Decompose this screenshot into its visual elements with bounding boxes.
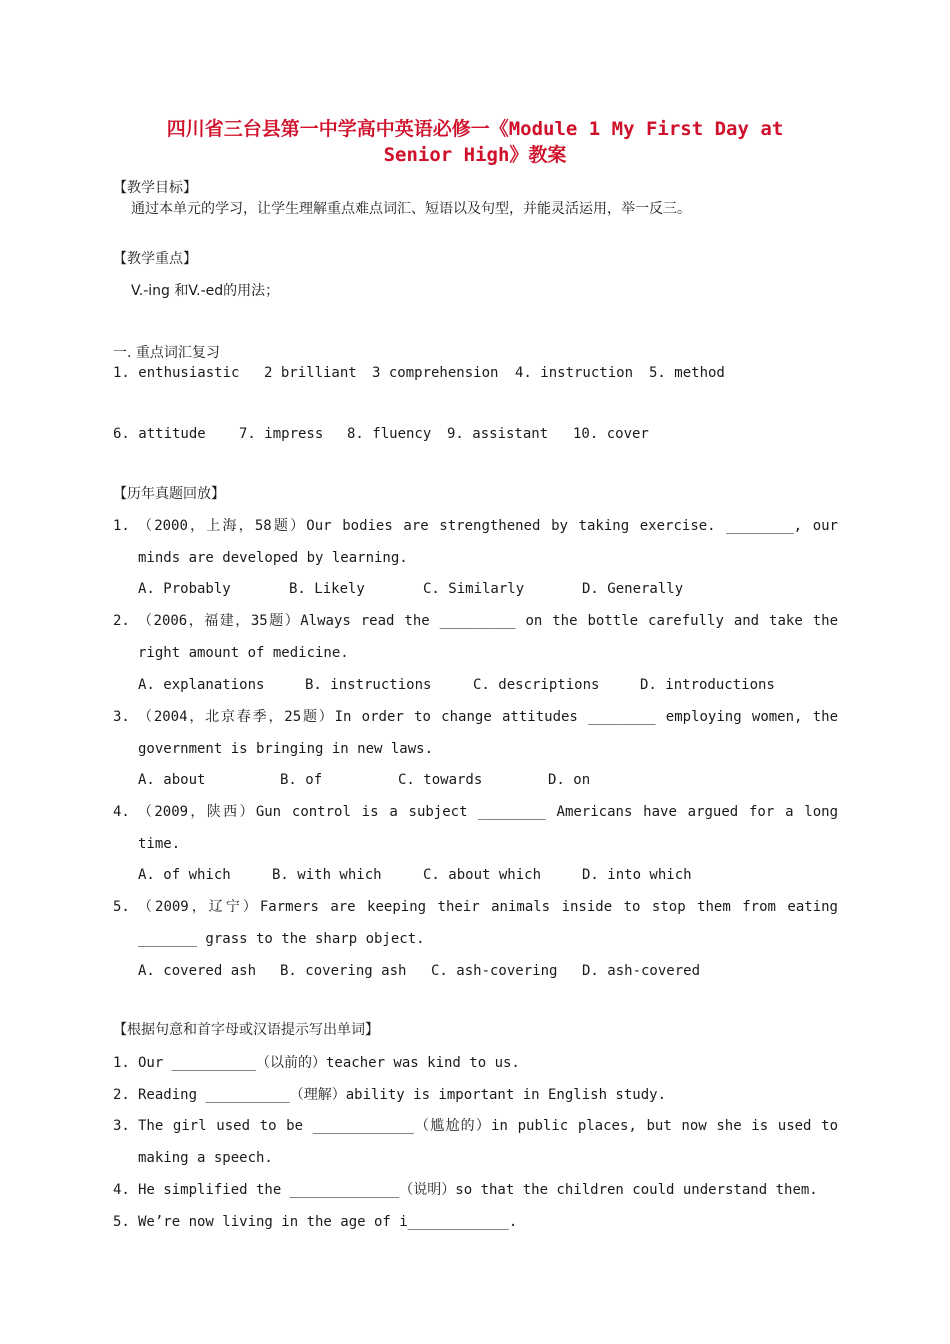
question-text: （2009，辽宁）Farmers are keeping their animals inside to stop them from eating bbox=[138, 899, 838, 915]
option-c: C. towards bbox=[398, 772, 483, 788]
option-b: B. with which bbox=[272, 867, 382, 883]
option-a: A. explanations bbox=[138, 677, 265, 693]
vocab-item: 3 comprehension bbox=[372, 365, 499, 381]
option-b: B. of bbox=[280, 772, 323, 788]
question-text: （2000，上海，58题）Our bodies are strengthened by taking exercise. ________, our bbox=[138, 518, 838, 534]
vocab-item: 1. enthusiastic bbox=[113, 365, 240, 381]
question-text-cont: time. bbox=[138, 836, 181, 852]
vocab-item: 2 brilliant bbox=[264, 365, 357, 381]
document-title-line1: 四川省三台县第一中学高中英语必修一《Module 1 My First Day at bbox=[166, 118, 784, 140]
option-a: A. covered ash bbox=[138, 963, 257, 979]
option-a: A. Probably bbox=[138, 581, 231, 597]
item-text: The girl used to be ____________（尴尬的）in public places, but now she is used to bbox=[138, 1118, 838, 1134]
vocab-heading: 一. 重点词汇复习 bbox=[113, 345, 220, 361]
item-number: 2. bbox=[113, 1087, 130, 1103]
question-text: （2006，福建，35题）Always read the _________ on the bottle carefully and take the bbox=[138, 613, 838, 629]
question-text: （2004，北京春季，25题）In order to change attitudes ________ employing women, the bbox=[138, 709, 838, 725]
item-text: We’re now living in the age of i____________. bbox=[138, 1214, 518, 1230]
focus-text: V.-ing 和V.-ed的用法； bbox=[131, 283, 280, 299]
question-text-cont: minds are developed by learning. bbox=[138, 550, 408, 566]
item-number: 3. bbox=[113, 1118, 130, 1134]
past-exams-heading: 【历年真题回放】 bbox=[113, 486, 225, 502]
item-number: 5. bbox=[113, 1214, 130, 1230]
item-text: He simplified the _____________（说明）so that the children could understand them. bbox=[138, 1182, 818, 1198]
option-a: A. about bbox=[138, 772, 206, 788]
option-c: C. descriptions bbox=[473, 677, 600, 693]
option-c: C. about which bbox=[423, 867, 542, 883]
vocab-item: 7. impress bbox=[239, 426, 324, 442]
item-number: 1. bbox=[113, 1055, 130, 1071]
question-number: 4. bbox=[113, 804, 130, 820]
question-text-cont: right amount of medicine. bbox=[138, 645, 349, 661]
vocab-item: 6. attitude bbox=[113, 426, 206, 442]
option-b: B. instructions bbox=[305, 677, 432, 693]
item-text-cont: making a speech. bbox=[138, 1150, 273, 1166]
option-b: B. covering ash bbox=[280, 963, 407, 979]
vocab-item: 4. instruction bbox=[515, 365, 634, 381]
focus-heading: 【教学重点】 bbox=[113, 251, 197, 267]
option-d: D. introductions bbox=[640, 677, 775, 693]
question-text: （2009，陕西）Gun control is a subject ________ Americans have argued for a long bbox=[138, 804, 838, 820]
fill-words-heading: 【根据句意和首字母或汉语提示写出单词】 bbox=[113, 1022, 379, 1038]
document-title-line2: Senior High》教案 bbox=[383, 144, 567, 166]
item-text: Our __________（以前的）teacher was kind to us. bbox=[138, 1055, 520, 1071]
vocab-item: 9. assistant bbox=[447, 426, 549, 442]
question-number: 1. bbox=[113, 518, 130, 534]
question-text-cont: government is bringing in new laws. bbox=[138, 741, 434, 757]
question-number: 2. bbox=[113, 613, 130, 629]
option-d: D. on bbox=[548, 772, 591, 788]
option-c: C. Similarly bbox=[423, 581, 525, 597]
item-number: 4. bbox=[113, 1182, 130, 1198]
question-number: 5. bbox=[113, 899, 130, 915]
option-d: D. into which bbox=[582, 867, 692, 883]
option-b: B. Likely bbox=[289, 581, 365, 597]
vocab-item: 8. fluency bbox=[347, 426, 432, 442]
vocab-item: 10. cover bbox=[573, 426, 649, 442]
option-d: D. ash-covered bbox=[582, 963, 701, 979]
vocab-item: 5. method bbox=[649, 365, 725, 381]
question-text-cont: _______ grass to the sharp object. bbox=[138, 931, 425, 947]
question-number: 3. bbox=[113, 709, 130, 725]
option-d: D. Generally bbox=[582, 581, 684, 597]
goals-heading: 【教学目标】 bbox=[113, 180, 197, 196]
option-a: A. of which bbox=[138, 867, 231, 883]
goals-text: 通过本单元的学习，让学生理解重点难点词汇、短语以及句型，并能灵活运用，举一反三。 bbox=[131, 201, 691, 217]
item-text: Reading __________（理解）ability is important in English study. bbox=[138, 1087, 667, 1103]
option-c: C. ash-covering bbox=[431, 963, 558, 979]
